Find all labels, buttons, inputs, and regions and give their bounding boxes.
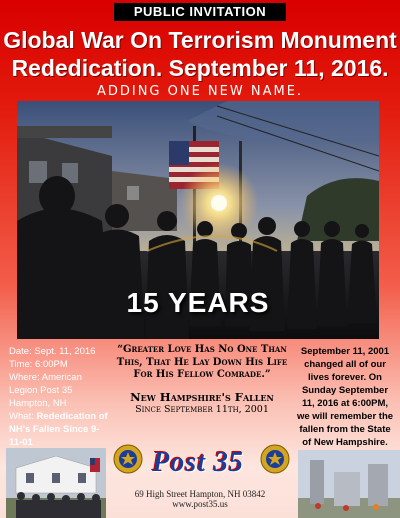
street-address: 69 High Street Hampton, NH 03842: [134, 489, 266, 499]
event-city: Hampton, NH: [9, 398, 67, 409]
event-time: Time: 6:00PM: [9, 359, 68, 370]
event-details: [9, 345, 111, 449]
post35-logo: [148, 448, 248, 478]
public-invitation-badge: PUBLIC INVITATION: [114, 3, 286, 21]
event-date: Date: Sept. 11, 2016: [9, 346, 96, 357]
title-line-1: Global War On Terrorism Monument: [3, 27, 397, 53]
subtitle: ADDING ONE NEW NAME.: [96, 84, 304, 99]
remembrance-paragraph: September 11, 2001 changed all of our lives forever. On Sunday September 11, 2016 at 6:00PM, we will remember the fallen from the State of New Hampshire.: [296, 346, 394, 448]
website-link[interactable]: www.post35.us: [172, 499, 228, 509]
event-location: Where: American Legion Post 35: [9, 372, 82, 396]
fifteen-years-overlay: 15 YEARS: [126, 287, 270, 318]
event-purpose: What: Rededication of NH's Fallen Since 9-11-01: [9, 411, 108, 448]
legion-emblem-left-icon: [113, 444, 143, 474]
title-line-2: Rededication. September 11, 2016.: [11, 55, 389, 81]
address-block: [120, 489, 280, 509]
monument-photo: [298, 450, 400, 518]
memorial-quote-block: [112, 344, 292, 415]
since-date: Since September 11th, 2001: [135, 403, 269, 415]
legion-emblem-right-icon: [260, 444, 290, 474]
memorial-quote: “Greater Love Has No One Than This, That He Lay Down His Life For His Fellow Comrade.”: [116, 344, 288, 380]
post35-logo-text: Post 35: [152, 447, 244, 478]
nh-fallen-heading: New Hampshire's Fallen: [130, 389, 274, 404]
building-photo: [6, 448, 106, 518]
ceremony-photo: [17, 101, 379, 339]
